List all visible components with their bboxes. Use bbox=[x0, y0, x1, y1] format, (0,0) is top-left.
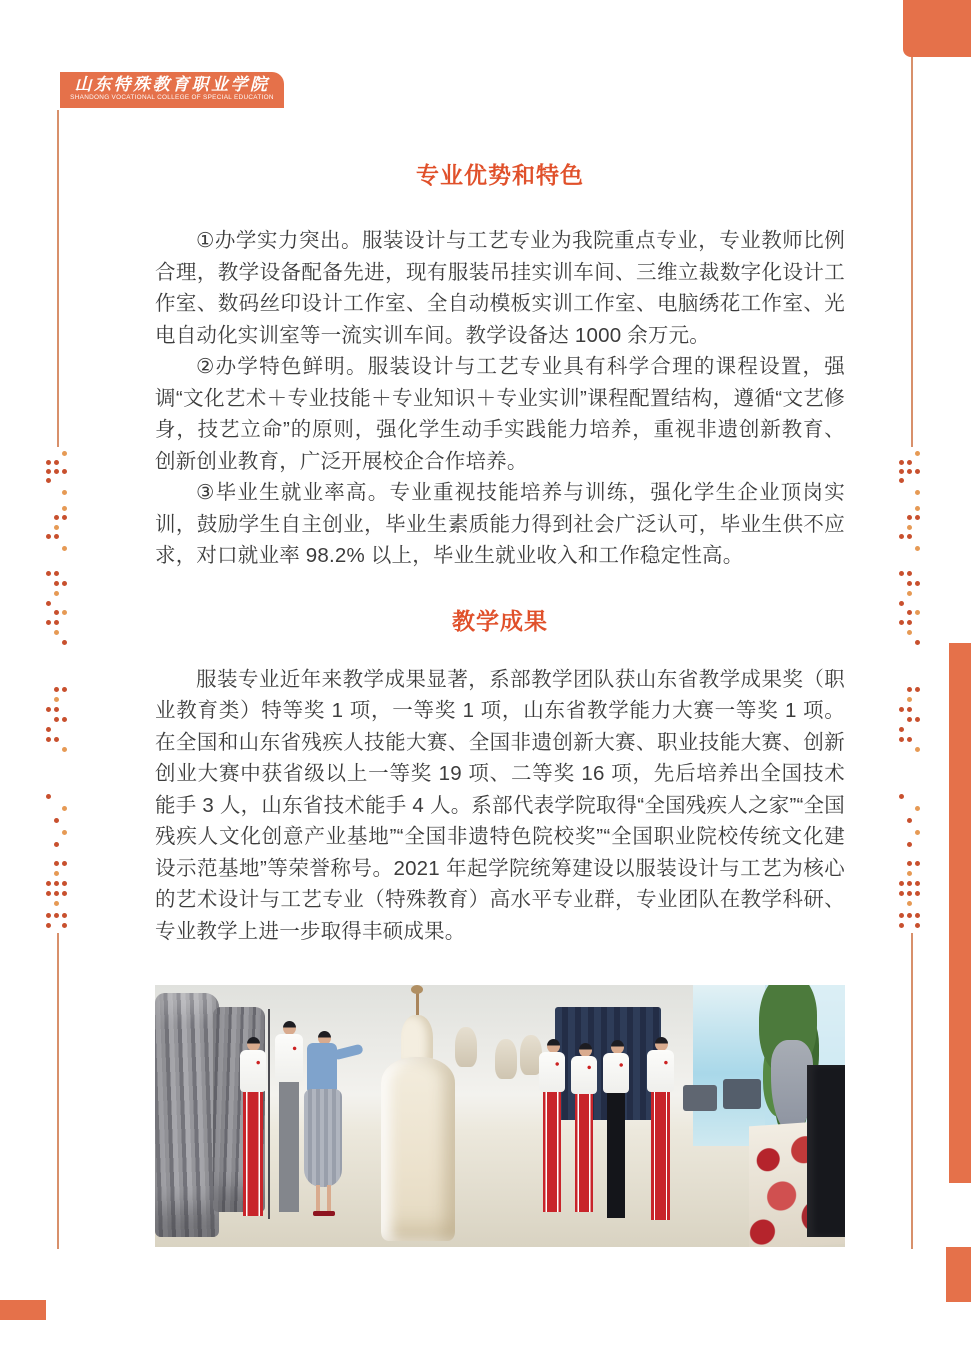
braille-dot bbox=[907, 571, 912, 576]
photo-student bbox=[247, 1037, 260, 1051]
decor-corner-block bbox=[903, 0, 971, 57]
braille-dot bbox=[907, 525, 912, 530]
braille-dot bbox=[915, 640, 920, 645]
braille-dot bbox=[907, 901, 912, 906]
page-body bbox=[155, 160, 845, 1247]
braille-dot bbox=[46, 923, 51, 928]
classroom-photo bbox=[155, 985, 845, 1247]
braille-dot bbox=[62, 891, 67, 896]
braille-dot bbox=[62, 506, 67, 511]
braille-dot bbox=[46, 620, 51, 625]
braille-dot bbox=[899, 469, 904, 474]
braille-decoration-right bbox=[899, 449, 923, 931]
braille-dot bbox=[54, 620, 59, 625]
braille-dot bbox=[54, 871, 59, 876]
braille-dot bbox=[62, 469, 67, 474]
braille-dot bbox=[54, 697, 59, 702]
braille-dot bbox=[46, 737, 51, 742]
braille-dot bbox=[54, 687, 59, 692]
braille-dot bbox=[915, 881, 920, 886]
paragraph-achievements: 服装专业近年来教学成果显著，系部教学团队获山东省教学成果奖（职业教育类）特等奖 1 项，一等奖 1 项，山东省教学能力大赛一等奖 1 项。在全国和山东省残疾人技能大赛、全国非遗创新大赛、职业技能大赛、创新创业大赛中获省级以上一等奖 19 项、二等奖 16 项，先后培养出全国技术能手 3 人，山东省技术能手 4 人。系部代表学院取得“全国残疾人之家”“全国残疾人文化创意产业基地”“全国非遗特色院校奖”“全国职业院校传统文化建设示范基地”等荣誉称号。2021 年起学院统筹建设以服装设计与工艺为核心的艺术设计与工艺专业（特殊教育）高水平专业群，专业团队在教学科研、专业教学上进一步取得丰硕成果。 bbox=[155, 667, 845, 943]
braille-dot bbox=[62, 923, 67, 928]
braille-dot bbox=[46, 881, 51, 886]
braille-dot bbox=[907, 737, 912, 742]
braille-dot bbox=[907, 818, 912, 823]
braille-dot bbox=[54, 610, 59, 615]
college-name-chinese: 山东特殊教育职业学院 bbox=[74, 75, 270, 94]
college-name-english: SHANDONG VOCATIONAL COLLEGE OF SPECIAL EDUCATION bbox=[70, 94, 274, 101]
left-rule-top bbox=[57, 110, 59, 447]
braille-decoration-left bbox=[46, 449, 70, 931]
braille-dot bbox=[54, 737, 59, 742]
braille-dot bbox=[54, 842, 59, 847]
braille-dot bbox=[899, 534, 904, 539]
braille-dot bbox=[54, 591, 59, 596]
photo-sewing-machine-2 bbox=[723, 1079, 761, 1109]
braille-dot bbox=[46, 891, 51, 896]
photo-sewing-machine bbox=[683, 1085, 717, 1111]
photo-stand-pole bbox=[268, 1009, 270, 1219]
braille-dot bbox=[907, 581, 912, 586]
braille-dot bbox=[915, 687, 920, 692]
braille-dot bbox=[54, 717, 59, 722]
braille-dot bbox=[907, 861, 912, 866]
braille-dot bbox=[62, 861, 67, 866]
photo-student bbox=[655, 1037, 668, 1051]
photo-wedding-gown-skirt bbox=[381, 1057, 455, 1241]
section-title-advantages: 专业优势和特色 bbox=[416, 162, 584, 188]
braille-dot bbox=[907, 620, 912, 625]
braille-dot bbox=[54, 913, 59, 918]
braille-dot bbox=[907, 460, 912, 465]
braille-dot bbox=[54, 571, 59, 576]
braille-dot bbox=[62, 515, 67, 520]
braille-dot bbox=[54, 901, 59, 906]
braille-dot bbox=[915, 747, 920, 752]
braille-dot bbox=[907, 610, 912, 615]
braille-dot bbox=[46, 707, 51, 712]
photo-gown-stand bbox=[416, 991, 419, 1017]
braille-dot bbox=[54, 515, 59, 520]
braille-dot bbox=[899, 601, 904, 606]
braille-dot bbox=[915, 490, 920, 495]
braille-dot bbox=[899, 707, 904, 712]
college-logo bbox=[60, 72, 284, 108]
braille-dot bbox=[62, 830, 67, 835]
braille-dot bbox=[62, 687, 67, 692]
left-rule-bottom bbox=[57, 933, 59, 1249]
braille-dot bbox=[54, 818, 59, 823]
braille-dot bbox=[915, 451, 920, 456]
braille-dot bbox=[907, 591, 912, 596]
braille-dot bbox=[899, 891, 904, 896]
braille-dot bbox=[54, 525, 59, 530]
paragraph-advantage-1: ①办学实力突出。服装设计与工艺专业为我院重点专业，专业教师比例合理，教学设备配备先进，现有服装吊挂实训车间、三维立裁数字化设计工作室、数码丝印设计工作室、全自动模板实训工作室、电脑绣花工作室、光电自动化实训室等一流实训车间。教学设备达 1000 余万元。 bbox=[155, 229, 845, 347]
braille-dot bbox=[54, 861, 59, 866]
braille-dot bbox=[899, 571, 904, 576]
photo-dress-form bbox=[455, 1027, 477, 1067]
photo-student bbox=[579, 1043, 592, 1057]
braille-dot bbox=[907, 469, 912, 474]
braille-dot bbox=[899, 727, 904, 732]
braille-dot bbox=[899, 478, 904, 483]
right-rule-bottom bbox=[911, 933, 913, 1249]
photo-teacher-skirt bbox=[304, 1089, 342, 1187]
braille-dot bbox=[907, 881, 912, 886]
photo-student bbox=[611, 1040, 624, 1054]
braille-dot bbox=[54, 630, 59, 635]
braille-dot bbox=[899, 620, 904, 625]
braille-dot bbox=[907, 515, 912, 520]
braille-dot bbox=[62, 490, 67, 495]
braille-dot bbox=[915, 515, 920, 520]
right-rule-top bbox=[911, 0, 913, 447]
braille-dot bbox=[62, 640, 67, 645]
braille-dot bbox=[907, 871, 912, 876]
braille-dot bbox=[54, 534, 59, 539]
braille-dot bbox=[46, 460, 51, 465]
braille-dot bbox=[907, 842, 912, 847]
braille-dot bbox=[62, 881, 67, 886]
braille-dot bbox=[62, 581, 67, 586]
braille-dot bbox=[62, 546, 67, 551]
photo-dark-garment bbox=[807, 1065, 845, 1237]
braille-dot bbox=[62, 806, 67, 811]
photo-teacher-shoes bbox=[313, 1211, 335, 1216]
braille-dot bbox=[915, 861, 920, 866]
braille-dot bbox=[915, 581, 920, 586]
braille-dot bbox=[899, 913, 904, 918]
braille-dot bbox=[46, 571, 51, 576]
braille-dot bbox=[907, 687, 912, 692]
braille-dot bbox=[46, 478, 51, 483]
decor-right-strip bbox=[949, 643, 971, 1183]
braille-dot bbox=[915, 717, 920, 722]
decor-bottom-left-bar bbox=[0, 1300, 46, 1320]
braille-dot bbox=[907, 630, 912, 635]
braille-dot bbox=[915, 610, 920, 615]
braille-dot bbox=[915, 469, 920, 474]
braille-dot bbox=[907, 707, 912, 712]
braille-dot bbox=[62, 717, 67, 722]
braille-dot bbox=[907, 534, 912, 539]
braille-dot bbox=[915, 913, 920, 918]
braille-dot bbox=[62, 913, 67, 918]
braille-dot bbox=[899, 923, 904, 928]
braille-dot bbox=[915, 923, 920, 928]
braille-dot bbox=[907, 697, 912, 702]
paragraph-advantage-3: ③毕业生就业率高。专业重视技能培养与训练，强化学生企业顶岗实训，鼓励学生自主创业，毕业生素质能力得到社会广泛认可，毕业生供不应求，对口就业率 98.2% 以上，毕业生就业收入和工作稳定性高。 bbox=[155, 481, 845, 567]
braille-dot bbox=[915, 891, 920, 896]
section-title-achievements: 教学成果 bbox=[452, 607, 548, 634]
braille-dot bbox=[54, 891, 59, 896]
photo-dress-form bbox=[495, 1039, 517, 1079]
decor-right-square bbox=[946, 1247, 971, 1302]
braille-dot bbox=[54, 581, 59, 586]
braille-dot bbox=[62, 747, 67, 752]
photo-gray-draped-mannequin bbox=[155, 993, 219, 1237]
braille-dot bbox=[915, 806, 920, 811]
braille-dot bbox=[915, 546, 920, 551]
braille-dot bbox=[899, 794, 904, 799]
braille-dot bbox=[915, 830, 920, 835]
braille-dot bbox=[54, 707, 59, 712]
braille-dot bbox=[907, 891, 912, 896]
photo-student bbox=[547, 1039, 560, 1053]
braille-dot bbox=[46, 727, 51, 732]
braille-dot bbox=[907, 717, 912, 722]
braille-dot bbox=[899, 881, 904, 886]
braille-dot bbox=[899, 460, 904, 465]
photo-gown-stand-knob bbox=[411, 985, 423, 994]
braille-dot bbox=[54, 469, 59, 474]
braille-dot bbox=[907, 913, 912, 918]
braille-dot bbox=[54, 881, 59, 886]
photo-student-man bbox=[283, 1021, 296, 1035]
paragraph-advantage-2: ②办学特色鲜明。服装设计与工艺专业具有科学合理的课程设置，强调“文化艺术＋专业技能＋专业知识＋专业实训”课程配置结构，遵循“文艺修身，技艺立命”的原则，强化学生动手实践能力培养，重视非遗创新教育、创新创业教育，广泛开展校企合作培养。 bbox=[155, 355, 845, 473]
braille-dot bbox=[46, 601, 51, 606]
braille-dot bbox=[54, 460, 59, 465]
braille-dot bbox=[46, 794, 51, 799]
braille-dot bbox=[915, 506, 920, 511]
braille-dot bbox=[46, 469, 51, 474]
braille-dot bbox=[46, 913, 51, 918]
photo-teacher-arm bbox=[332, 1044, 364, 1061]
braille-dot bbox=[62, 610, 67, 615]
braille-dot bbox=[899, 737, 904, 742]
braille-dot bbox=[62, 451, 67, 456]
braille-dot bbox=[46, 534, 51, 539]
